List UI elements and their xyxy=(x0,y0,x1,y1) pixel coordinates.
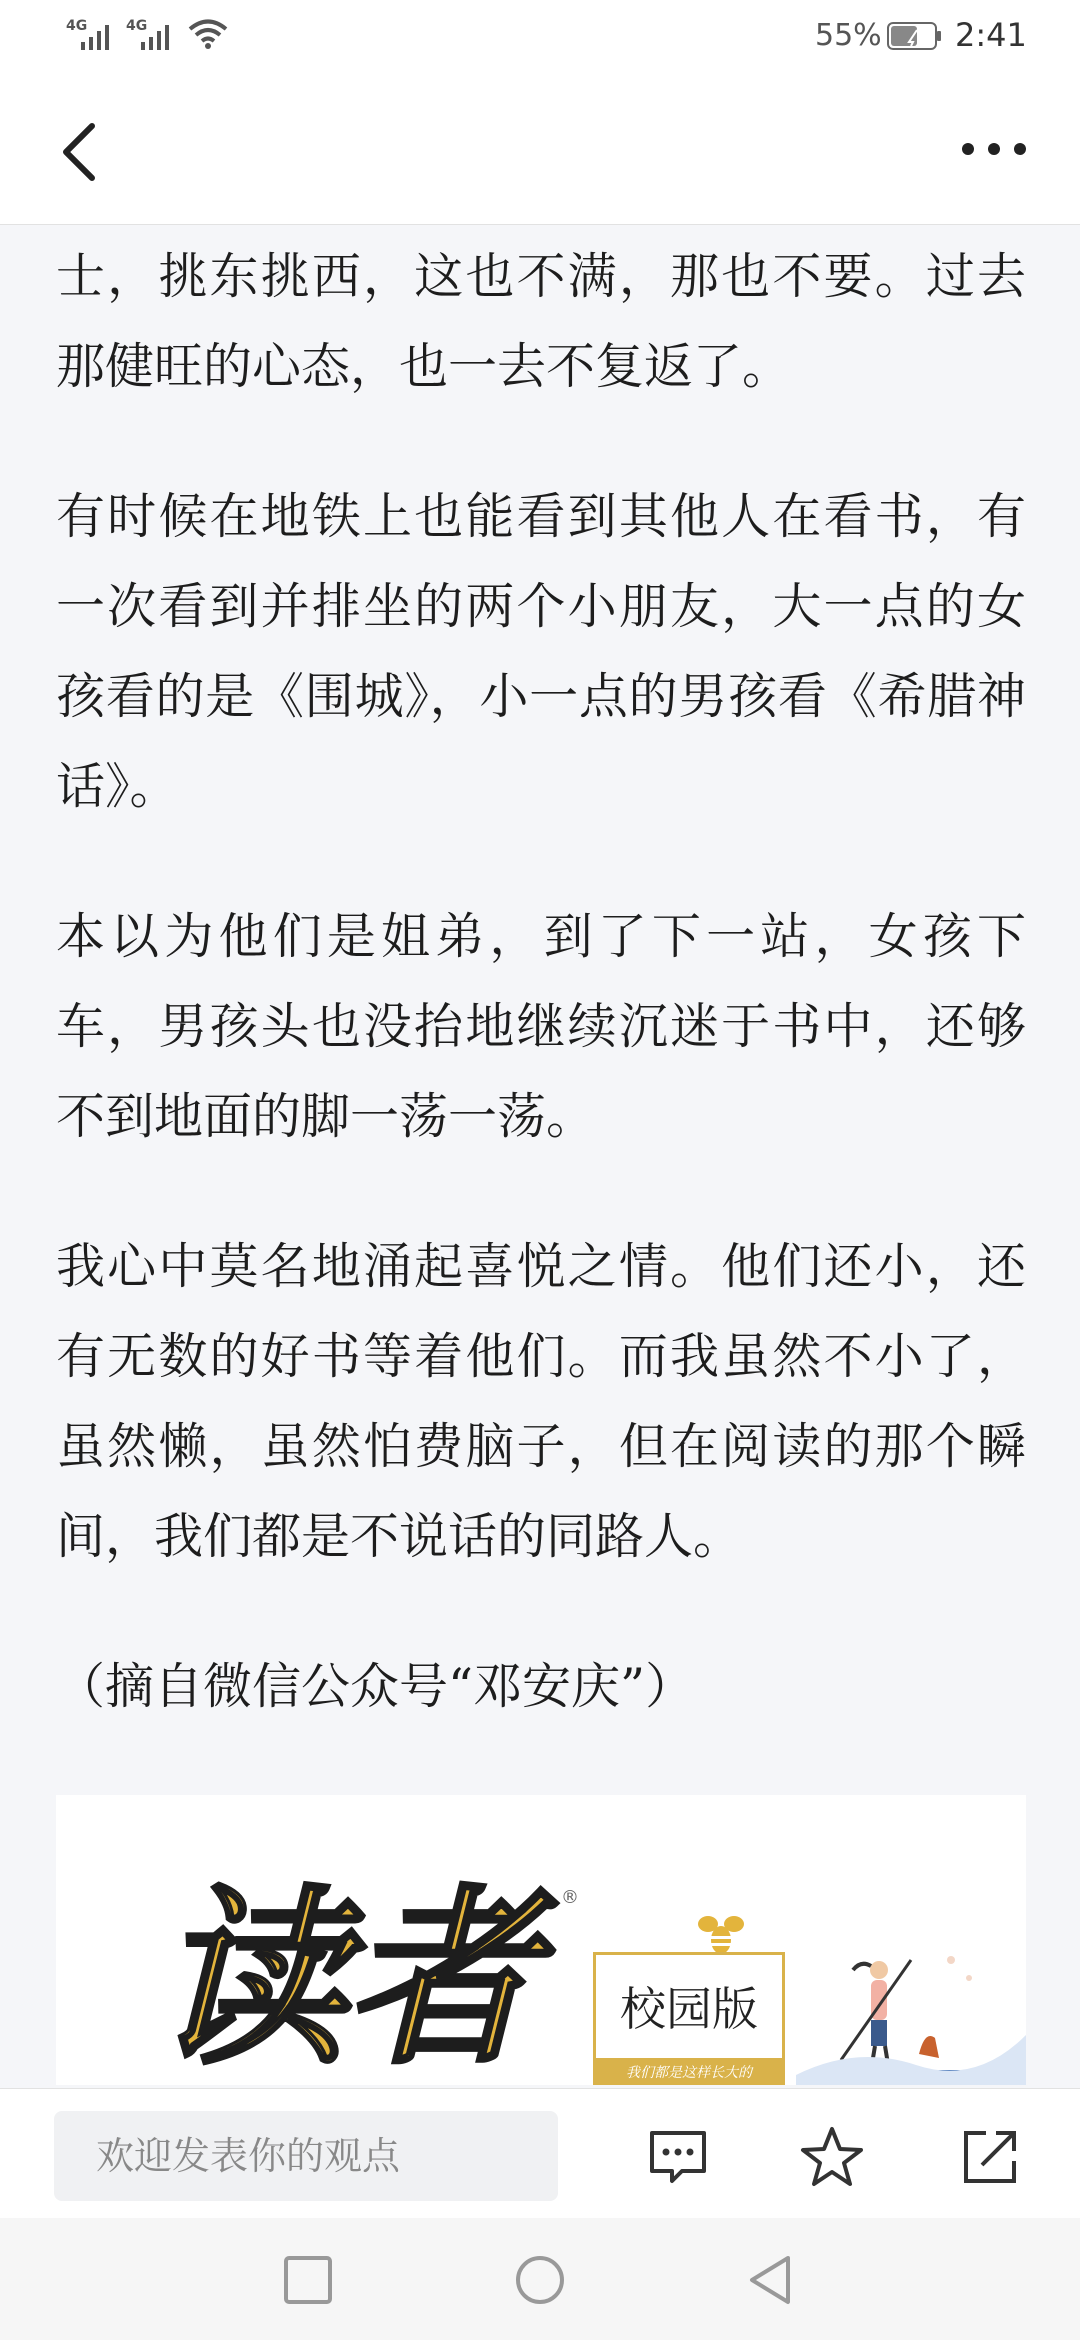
campus-motto: 我们都是这样长大的 xyxy=(593,2058,785,2085)
wave-decoration xyxy=(796,2015,1026,2085)
campus-edition-box xyxy=(593,1952,785,2072)
clock: 2:41 xyxy=(955,16,1027,54)
home-icon[interactable] xyxy=(514,2254,566,2306)
article-source: （摘自微信公众号“邓安庆”） xyxy=(56,1658,695,1715)
article-paragraph: 我心中莫名地涌起喜悦之情。他们还小，还有无数的好书等着他们。而我虽然不小了，虽然懒，虽然怕费脑子，但在阅读的那个瞬间，我们都是不说话的同路人。 xyxy=(56,1238,1026,1565)
article-paragraph: 士，挑东挑西，这也不满，那也不要。过去那健旺的心态，也一去不复返了。 xyxy=(56,248,1026,395)
article-body xyxy=(56,224,1026,1792)
duzhe-logo xyxy=(156,1875,576,2085)
magazine-banner[interactable] xyxy=(56,1795,1026,2085)
svg-text:读者: 读者 xyxy=(156,1875,537,2085)
status-bar xyxy=(0,0,1080,74)
comment-icon[interactable] xyxy=(646,2125,710,2189)
wifi-icon xyxy=(188,18,228,50)
system-nav-bar xyxy=(0,2218,1080,2340)
top-nav xyxy=(0,74,1080,225)
back-icon[interactable] xyxy=(56,120,104,184)
registered-mark: ® xyxy=(561,1887,579,1908)
recent-apps-icon[interactable] xyxy=(282,2254,334,2306)
bee-icon xyxy=(696,1910,746,1958)
share-icon[interactable] xyxy=(958,2125,1022,2189)
battery-percent: 55% xyxy=(815,18,882,53)
campus-edition-label: 校园版 xyxy=(620,1982,758,2036)
article-paragraph: 有时候在地铁上也能看到其他人在看书，有一次看到并排坐的两个小朋友，大一点的女孩看的是《围城》，小一点的男孩看《希腊神话》。 xyxy=(56,488,1026,815)
article-paragraph: 本以为他们是姐弟，到了下一站，女孩下车，男孩头也没抬地继续沉迷于书中，还够不到地面的脚一荡一荡。 xyxy=(56,908,1026,1145)
network-type-label: 4G xyxy=(126,18,148,34)
network-type-label: 4G xyxy=(66,18,88,34)
back-triangle-icon[interactable] xyxy=(744,2254,796,2306)
comment-bar xyxy=(0,2088,1080,2219)
more-options-icon[interactable] xyxy=(958,134,1030,164)
star-icon[interactable] xyxy=(800,2125,864,2189)
comment-input[interactable]: 欢迎发表你的观点 xyxy=(54,2111,558,2201)
battery-icon xyxy=(887,22,943,50)
